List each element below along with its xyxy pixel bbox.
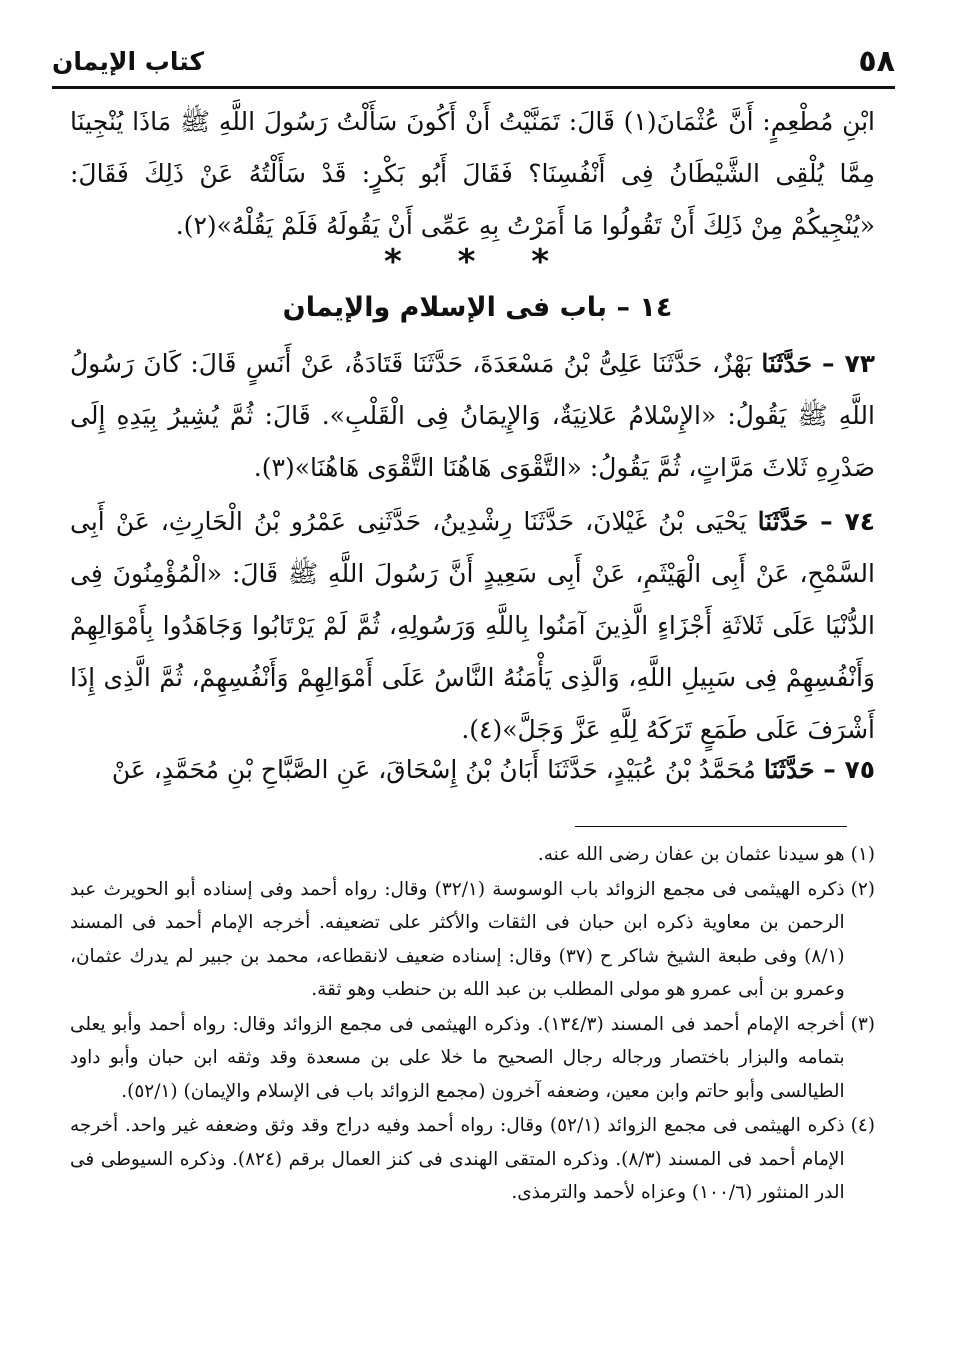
hadith-lead: حَدَّثَنَا [763,755,815,784]
hadith-text: مُحَمَّدُ بْنُ عُبَيْدٍ، حَدَّثَنَا أَبَانُ بْنُ إِسْحَاقَ، عَنِ الصَّبَّاحِ بْنِ مُحَمَّدٍ، عَنْ [111,755,764,784]
section-heading: ١٤ – باب فى الإسلام والإيمان [282,292,673,323]
book-title: كتاب الإيمان [52,46,205,76]
hadith-dash: – [812,349,845,378]
hadith-dash: – [808,507,845,536]
footnote-2 [70,873,875,1007]
footnote-4 [70,1109,875,1210]
footnote-1 [70,838,875,872]
footnote-number: (٤) [850,1115,875,1136]
footnotes [70,838,875,1211]
hadith-74 [70,496,875,756]
hadith-lead: حَدَّثَنَا [757,507,809,536]
footnote-text: ذكره الهيثمى فى مجمع الزوائد (٥٢/١) وقال: رواه أحمد وفيه دراج وقد وثق وضعفه غير واحد. أخرجه الإمام أحمد فى المسند (٨/٣). وذكره المتقى الهندى فى كنز العمال برقم (٨٢٤). وذكره السيوطى فى الدر المنثور (١٠٠/٦) وعزاه لأحمد والترمذى. [70,1115,845,1203]
footnote-text: ذكره الهيثمى فى مجمع الزوائد باب الوسوسة (٣٢/١) وقال: رواه أحمد وفى إسناده أبو الحويرث عبد الرحمن بن معاوية ذكره ابن حبان فى الثقات والأكثر على تضعيفه. أخرجه الإمام أحمد فى المسند (٨/١) وفى طبعة الشيخ شاكر ح (٣٧) وقال: إسناده ضعيف لانقطاعه، محمد بن جبير لم يدرك عثمان، وعمرو بن أبى عمرو هو مولى المطلب بن عبد الله بن حنطب وهو ثقة. [70,878,845,1000]
hadith-number: ٧٤ [844,507,875,536]
footnote-number: (٣) [850,1013,875,1035]
hadith-text: يَحْيَى بْنُ غَيْلانَ، حَدَّثَنَا رِشْدِينُ، حَدَّثَنِى عَمْرُو بْنُ الْحَارِثِ، عَنْ أَبِى السَّمْحِ، عَنْ أَبِى الْهَيْثَمِ، عَنْ أَبِى سَعِيدٍ أَنَّ رَسُولَ اللَّهِ ﷺ قَالَ: «الْمُؤْمِنُونَ فِى الدُّنْيَا عَلَى ثَلاثَةِ أَجْزَاءٍ الَّذِينَ آمَنُوا بِاللَّهِ وَرَسُولِهِ، ثُمَّ لَمْ يَرْتَابُوا وَجَاهَدُوا بِأَمْوَالِهِمْ وَأَنْفُسِهِمْ فِى سَبِيلِ اللَّهِ، وَالَّذِى يَأْمَنُهُ النَّاسُ عَلَى أَمْوَالِهِمْ وَأَنْفُسِهِمْ، ثُمَّ الَّذِى إِذَا أَشْرَفَ عَلَى طَمَعٍ تَرَكَهُ لِلَّهِ عَزَّ وَجَلَّ»(٤). [70,507,875,744]
hadith-text: بَهْزٌ، حَدَّثَنَا عَلِىُّ بْنُ مَسْعَدَةَ، حَدَّثَنَا قَتَادَةُ، عَنْ أَنَسٍ قَالَ: كَانَ رَسُولُ اللَّهِ ﷺ يَقُولُ: «الإِسْلامُ عَلانِيَةٌ، وَالإِيمَانُ فِى الْقَلْبِ». قَالَ: ثُمَّ يُشِيرُ بِيَدِهِ إِلَى صَدْرِهِ ثَلاثَ مَرَّاتٍ، ثُمَّ يَقُولُ: «التَّقْوَى هَاهُنَا التَّقْوَى هَاهُنَا»(٣). [70,349,875,482]
hadith-dash: – [814,755,845,784]
hadith-73 [70,338,875,494]
footnote-number: (١) [850,844,875,865]
top-passage-text: ابْنِ مُطْعِمٍ: أَنَّ عُثْمَانَ(١) قَالَ: تَمَنَّيْتُ أَنْ أَكُونَ سَأَلْتُ رَسُولَ اللَّهِ ﷺ مَاذَا يُنْجِينَا مِمَّا يُلْقِى الشَّيْطَانُ فِى أَنْفُسِنَا؟ فَقَالَ أَبُو بَكْرٍ: قَدْ سَأَلْتُهُ عَنْ ذَلِكَ فَقَالَ: «يُنْجِيكُمْ مِنْ ذَلِكَ أَنْ تَقُولُوا مَا أَمَرْتُ بِهِ عَمِّى أَنْ يَقُولَهُ فَلَمْ يَقُلْهُ»(٢). [70,107,876,240]
top-passage [70,96,875,252]
footnote-text: هو سيدنا عثمان بن عفان رضى الله عنه. [537,844,845,865]
section-separator: * * * [383,242,571,282]
hadith-75 [70,744,875,796]
header-rule [52,86,895,89]
footnote-rule [575,826,847,827]
hadith-lead: حَدَّثَنَا [761,349,813,378]
page-header [52,34,895,88]
footnote-number: (٢) [850,878,875,900]
hadith-number: ٧٣ [844,349,875,378]
hadith-number: ٧٥ [844,755,875,784]
footnote-3 [70,1008,875,1109]
footnote-text: أخرجه الإمام أحمد فى المسند (١٣٤/٣). وذكره الهيثمى فى مجمع الزوائد وقال: رواه أحمد وأبو يعلى بتمامه والبزار باختصار ورجاله رجال الصحيح ما خلا على بن مسعدة وقد وثقه ابن حبان وأبو داود الطيالسى وأبو حاتم وابن معين، وضعفه آخرون (مجمع الزوائد باب فى الإسلام والإيمان) (٥٢/١). [70,1013,845,1102]
page-number: ٥٨ [858,43,895,79]
